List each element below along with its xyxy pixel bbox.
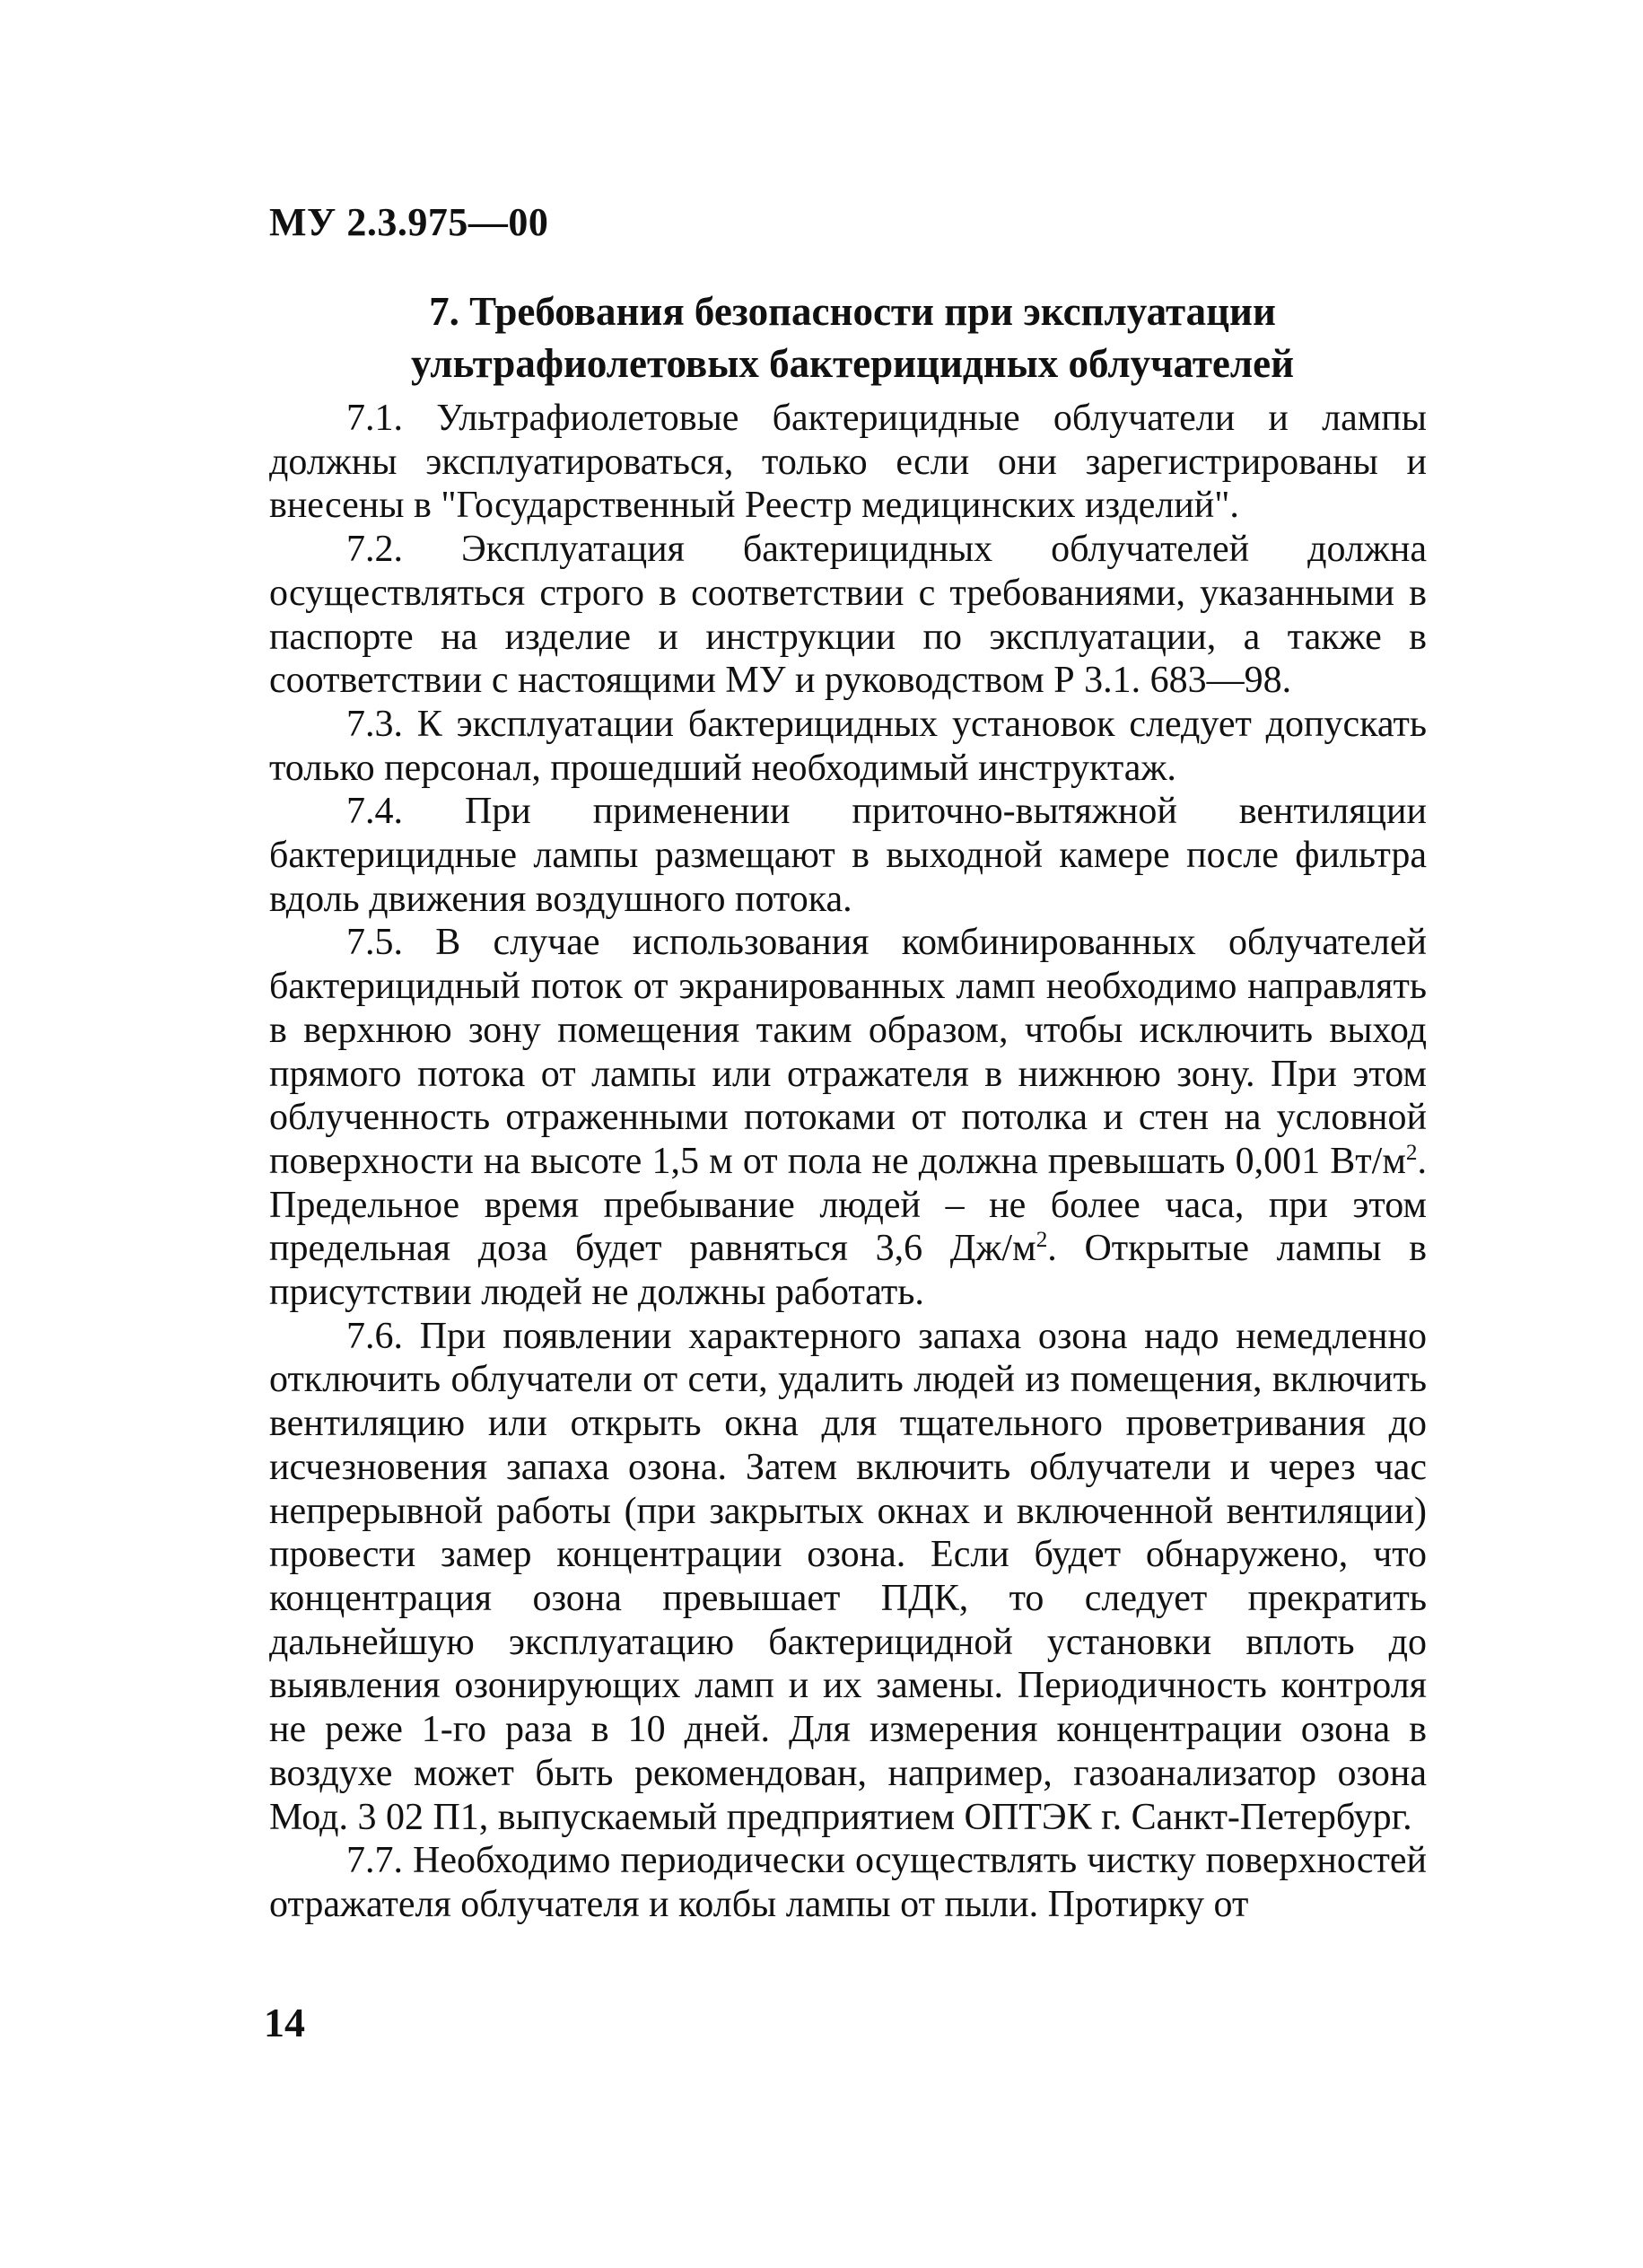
paragraph-7-5-part-c: . Открытые лампы в присутствии людей не должны работать. <box>269 1228 1427 1314</box>
paragraph-7-2: 7.2. Эксплуатация бактерицидных облучателей должна осуществляться строго в соответствии с требованиями, указанными в паспорте на изделие и инструкции по эксплуатации, а также в соответствии с настоящими МУ и руководством Р 3.1. 683—98. <box>269 529 1427 702</box>
paragraph-7-1: 7.1. Ультрафиолетовые бактерицидные облучатели и лампы должны эксплуатироваться, только если они зарегистрированы и внесены в "Государственный Реестр медицинских изделий". <box>269 398 1427 527</box>
superscript-2: 2 <box>1036 1228 1048 1253</box>
paragraph-7-4: 7.4. При применении приточно-вытяжной вентиляции бактерицидные лампы размещают в выходной камере после фильтра вдоль движения воздушного потока. <box>269 791 1427 920</box>
page-number: 14 <box>264 2000 305 2045</box>
paragraph-7-5 <box>269 921 1427 1314</box>
paragraph-7-6: 7.6. При появлении характерного запаха озона надо немедленно отключить облучатели от сети, удалить людей из помещения, включить вентиляцию или открыть окна для тщательного проветривания до исчезновения запаха озона. Затем включить облучатели и через час непрерывной работы (при закрытых окнах и включенной вентиляции) провести замер концентрации озона. Если будет обнаружено, что концентрация озона превышает ПДК, то следует прекратить дальнейшую эксплуатацию бактерицидной установки вплоть до выявления озонирующих ламп и их замены. Периодичность контроля не реже 1-го раза в 10 дней. Для измерения концентрации озона в воздухе может быть рекомендован, например, газоанализатор озона Мод. 3 02 П1, выпускаемый предприятием ОПТЭК г. Санкт-Петербург. <box>269 1315 1427 1838</box>
paragraph-7-3: 7.3. К эксплуатации бактерицидных установок следует допускать только персонал, прошедший необходимый инструктаж. <box>269 703 1427 789</box>
document-code-header: МУ 2.3.975—00 <box>269 200 549 244</box>
section-title-line-2: ультрафиолетовых бактерицидных облучателей <box>410 341 1295 386</box>
paragraph-7-5-part-a: 7.5. В случае использования комбинированных облучателей бактерицидный поток от экранированных ламп необходимо направлять в верхнюю зону помещения таким образом, чтобы исключить выход прямого потока от лампы или отражателя в нижнюю зону. При этом облученность отраженными потоками от потолка и стен на условной поверхности на высоте 1,5 м от пола не должна превышать 0,001 Вт/м <box>269 922 1427 1182</box>
section-title <box>269 285 1436 390</box>
section-title-line-1: 7. Требования безопасности при эксплуатации <box>429 289 1276 334</box>
paragraph-7-5-part-b: . Предельное время пребывание людей – не более часа, при этом предельная доза будет равняться 3,6 Дж/м <box>269 1140 1427 1270</box>
body-text <box>269 397 1427 1927</box>
paragraph-7-7: 7.7. Необходимо периодически осуществлять чистку поверхностей отражателя облучателя и колбы лампы от пыли. Протирку от <box>269 1840 1427 1925</box>
superscript-2: 2 <box>1405 1140 1418 1165</box>
